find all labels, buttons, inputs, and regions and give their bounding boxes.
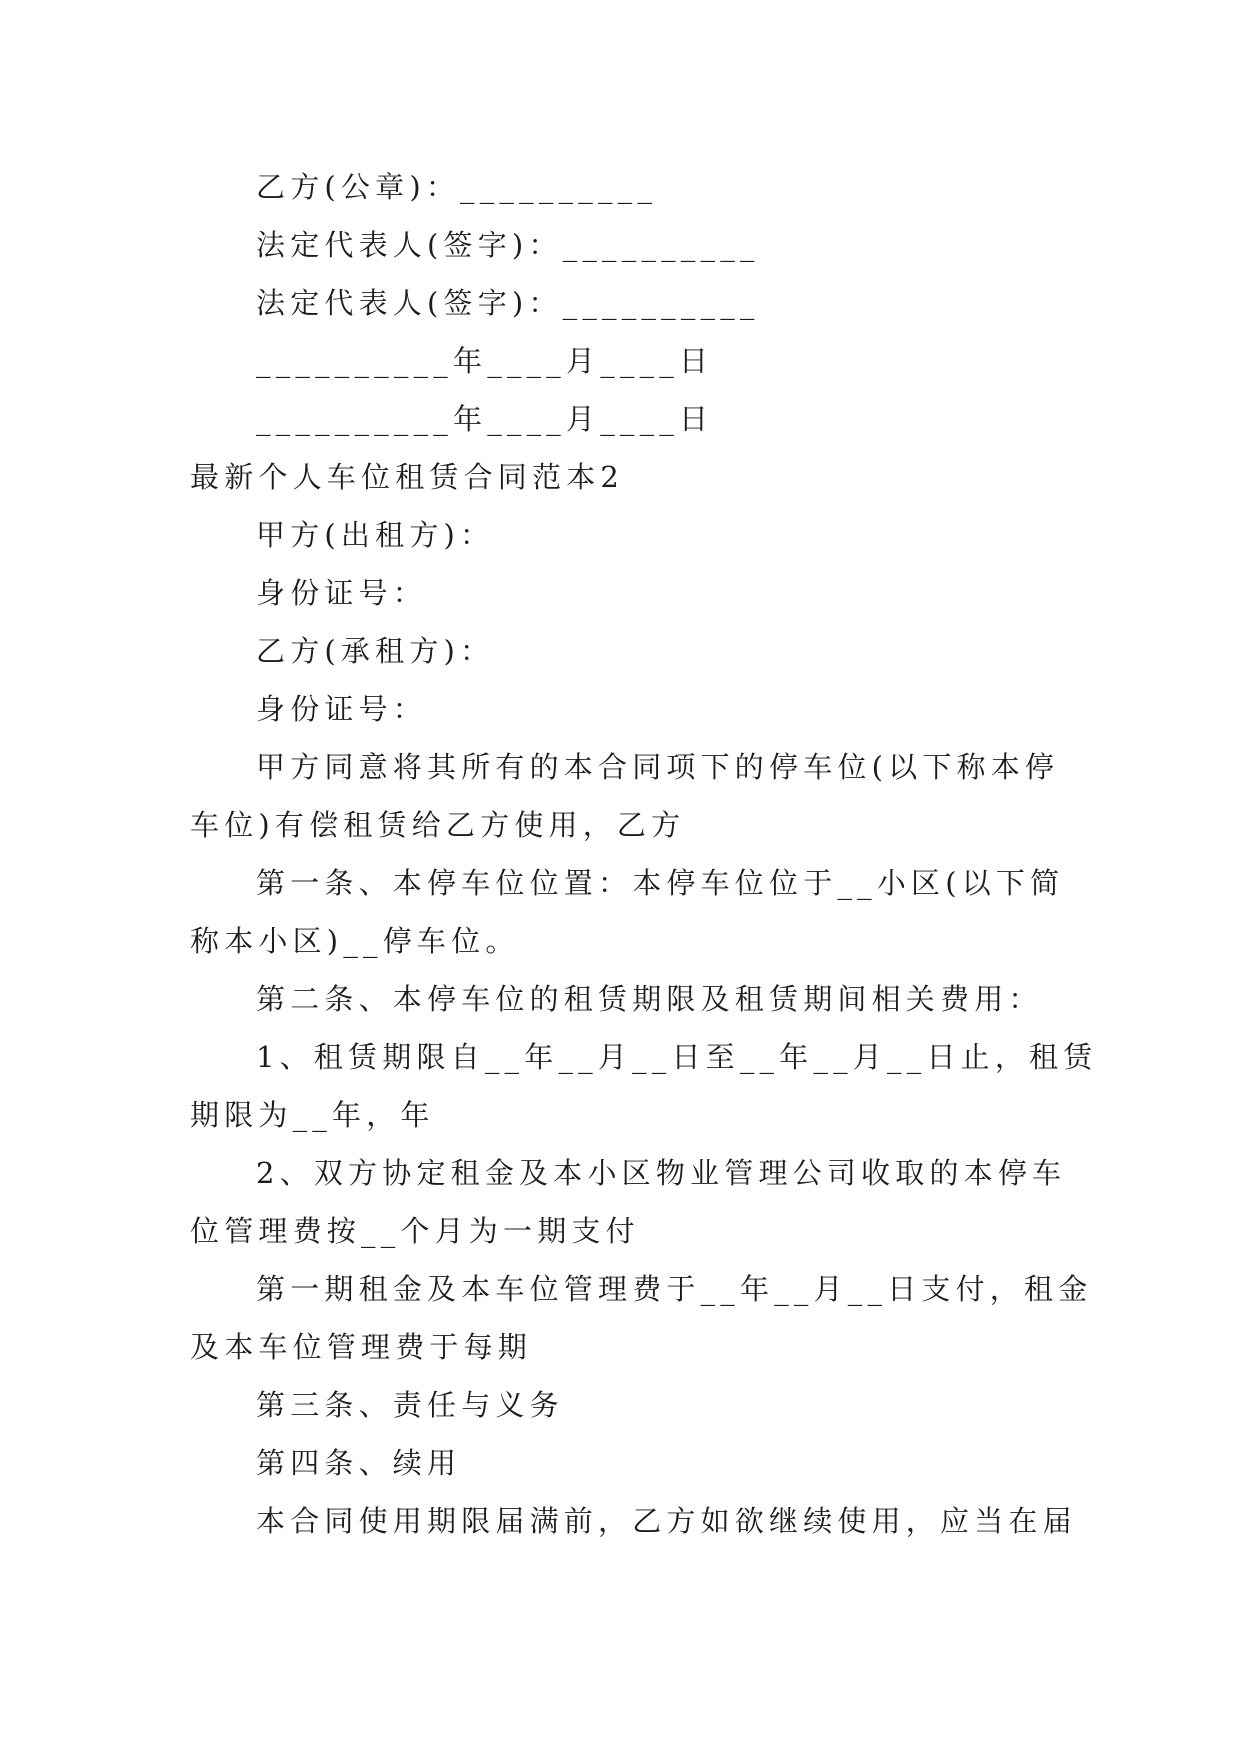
legal-rep-signature-line: 法定代表人(签字)：__________ [256, 228, 760, 262]
payment-line: 第一期租金及本车位管理费于__年__月__日支付，租金 [256, 1272, 1093, 1306]
party-b-seal-line: 乙方(公章)：__________ [256, 170, 658, 204]
article-1-line: 称本小区)__停车位。 [190, 924, 520, 958]
id-number-label: 身份证号： [256, 692, 428, 726]
paragraph-line: 本合同使用期限届满前，乙方如欲继续使用，应当在届 [256, 1504, 1077, 1538]
paragraph-line: 甲方同意将其所有的本合同项下的停车位(以下称本停 [256, 750, 1060, 784]
article-4-heading: 第四条、续用 [256, 1446, 462, 1480]
section-title: 最新个人车位租赁合同范本2 [190, 460, 625, 494]
paragraph-line: 车位)有偿租赁给乙方使用，乙方 [190, 808, 686, 842]
date-line: __________年____月____日 [256, 402, 714, 436]
date-line: __________年____月____日 [256, 344, 714, 378]
party-b-label: 乙方(承租方)： [256, 634, 495, 668]
legal-rep-signature-line: 法定代表人(签字)：__________ [256, 286, 760, 320]
article-2-heading: 第二条、本停车位的租赁期限及租赁期间相关费用： [256, 982, 1043, 1016]
id-number-label: 身份证号： [256, 576, 428, 610]
clause-1-line: 1、租赁期限自__年__月__日至__年__月__日止，租赁 [256, 1040, 1098, 1074]
clause-2-line: 位管理费按__个月为一期支付 [190, 1214, 640, 1248]
article-3-heading: 第三条、责任与义务 [256, 1388, 564, 1422]
party-a-label: 甲方(出租方)： [256, 518, 495, 552]
article-1-line: 第一条、本停车位位置：本停车位位于__小区(以下简 [256, 866, 1065, 900]
clause-2-line: 2、双方协定租金及本小区物业管理公司收取的本停车 [256, 1156, 1067, 1190]
payment-line: 及本车位管理费于每期 [190, 1330, 533, 1364]
clause-1-line: 期限为__年，年 [190, 1098, 435, 1132]
